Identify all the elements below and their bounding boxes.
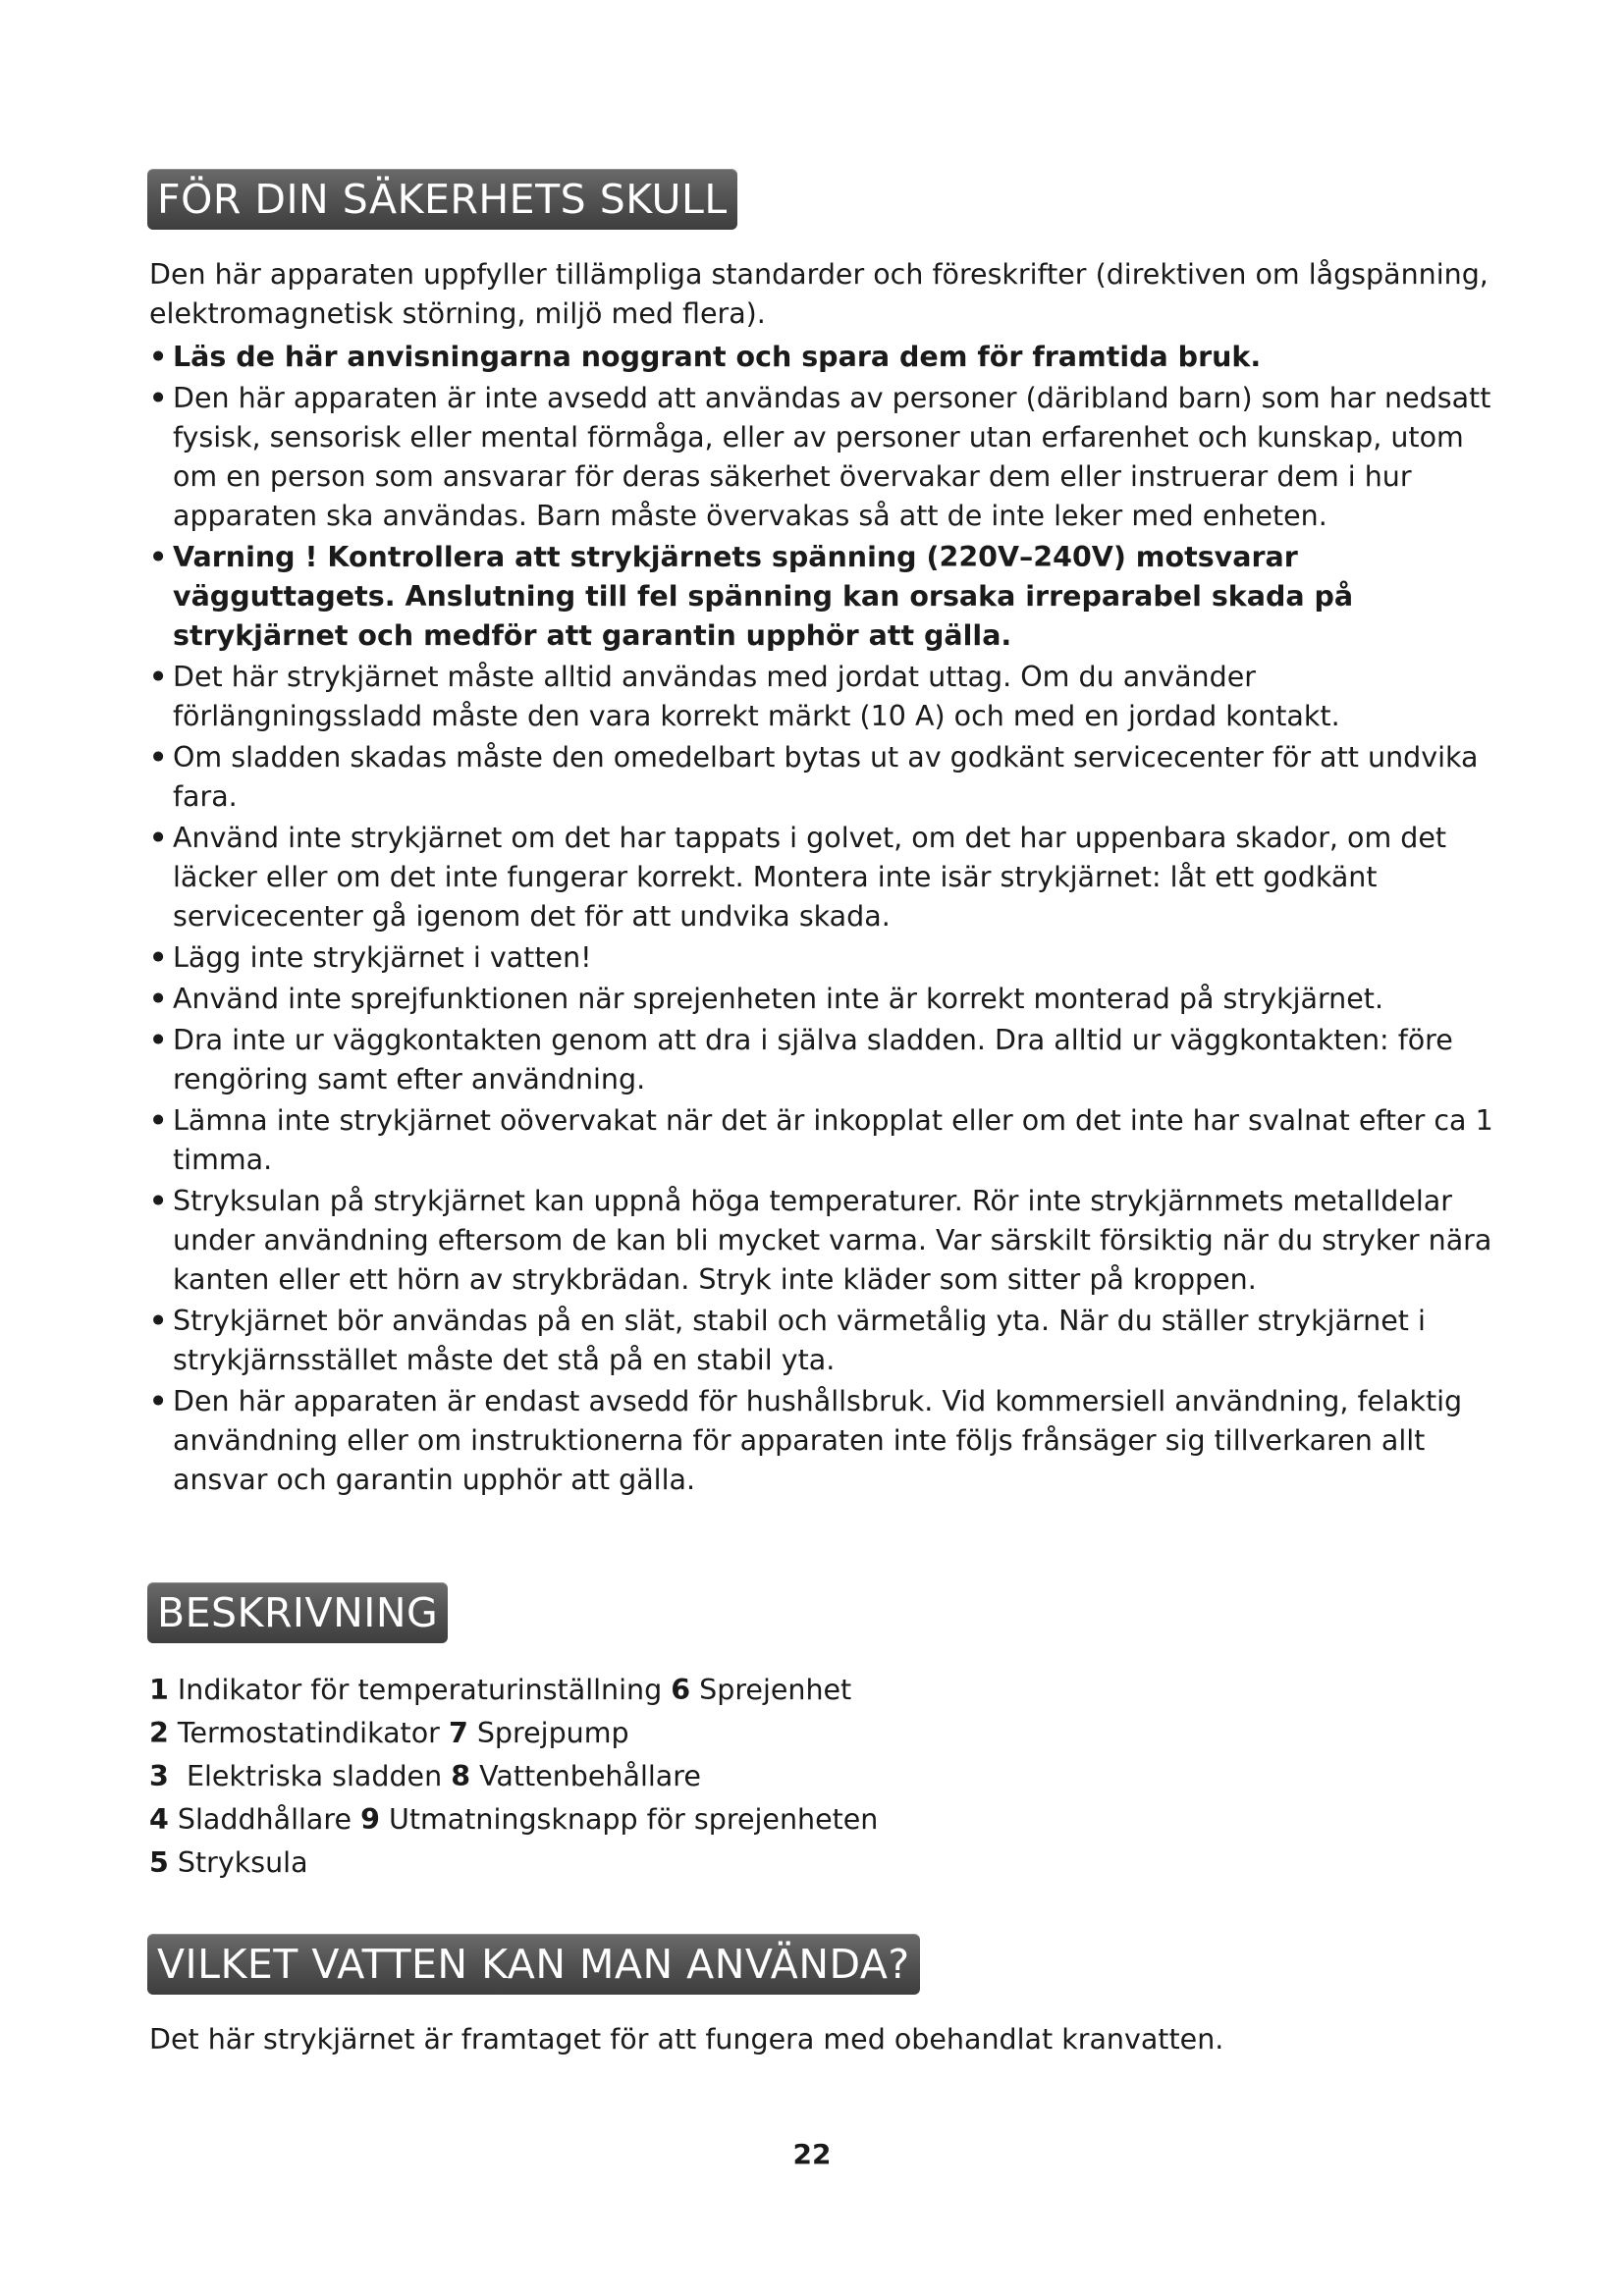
safety-list xyxy=(149,338,1504,1502)
parts-list xyxy=(149,1669,1229,1885)
part-name: Elektriska sladden xyxy=(186,1760,443,1792)
safety-item: • Läs de här anvisningarna noggrant och spara dem för framtida bruk. xyxy=(149,338,1504,377)
part-name: Sprejpump xyxy=(476,1717,629,1749)
part-number: 9 xyxy=(360,1803,380,1836)
part-number: 5 xyxy=(149,1846,169,1879)
safety-item: • Använd inte strykjärnet om det har tappats i golvet, om det har uppenbara skador, om det läcker eller om det inte fungerar korrekt. Montera inte isär strykjärnet: låt ett godkänt servicecenter gå igenom det för att undvika skada. xyxy=(149,819,1504,936)
part-number: 3 xyxy=(149,1760,169,1792)
safety-item: • Den här apparaten är endast avsedd för hushållsbruk. Vid kommersiell användning, felaktig användning eller om instruktionerna för apparaten inte följs frånsäger sig tillverkaren allt ansvar och garantin upphör att gälla. xyxy=(149,1382,1504,1500)
parts-line xyxy=(149,1842,1229,1885)
part-number: 6 xyxy=(671,1674,691,1706)
part-name: Vattenbehållare xyxy=(479,1760,701,1792)
safety-item: • Om sladden skadas måste den omedelbart bytas ut av godkänt servicecenter för att undvika fara. xyxy=(149,738,1504,817)
parts-line xyxy=(149,1755,1229,1798)
safety-item: • Den här apparaten är inte avsedd att användas av personer (däribland barn) som har nedsatt fysisk, sensorisk eller mental förmåga, eller av personer utan erfarenhet och kunskap, utom om en person som ansvarar för deras säkerhet övervakar dem eller instruerar dem i hur apparaten ska användas. Barn måste övervakas så att de inte leker med enheten. xyxy=(149,379,1504,536)
part-name: Utmatningsknapp för sprejenheten xyxy=(388,1803,879,1836)
parts-line xyxy=(149,1798,1229,1842)
safety-item: • Stryksulan på strykjärnet kan uppnå höga temperaturer. Rör inte strykjärnmets metalldelar under användning eftersom de kan bli mycket varma. Var särskilt försiktig när du stryker nära kanten eller ett hörn av strykbrädan. Stryk inte kläder som sitter på kroppen. xyxy=(149,1182,1504,1300)
part-name: Indikator för temperaturinställning xyxy=(177,1674,663,1706)
safety-item: • Lägg inte strykjärnet i vatten! xyxy=(149,938,1504,978)
section-heading-safety: FÖR DIN SÄKERHETS SKULL xyxy=(147,169,737,230)
water-text: Det här strykjärnet är framtaget för att fungera med obehandlat kranvatten. xyxy=(149,2023,1224,2056)
part-number: 8 xyxy=(451,1760,471,1792)
part-number: 7 xyxy=(448,1717,468,1749)
part-number: 4 xyxy=(149,1803,169,1836)
section-heading-description: BESKRIVNING xyxy=(147,1582,448,1643)
safety-intro xyxy=(149,255,1504,334)
parts-line xyxy=(149,1669,1229,1712)
part-number: 1 xyxy=(149,1674,169,1706)
part-name: Stryksula xyxy=(177,1846,308,1879)
safety-intro-text: Den här apparaten uppfyller tillämpliga standarder och föreskrifter (direktiven om lågspänning, elektromagnetisk störning, miljö med flera). xyxy=(149,258,1489,330)
section-heading-water: VILKET VATTEN KAN MAN ANVÄNDA? xyxy=(147,1934,920,1995)
safety-item: • Det här strykjärnet måste alltid användas med jordat uttag. Om du använder förlängningssladd måste den vara korrekt märkt (10 A) och med en jordad kontakt. xyxy=(149,658,1504,736)
part-name: Sladdhållare xyxy=(177,1803,352,1836)
safety-item: • Använd inte sprejfunktionen när sprejenheten inte är korrekt monterad på strykjärnet. xyxy=(149,980,1504,1019)
page-number: 22 xyxy=(792,2138,832,2170)
part-number: 2 xyxy=(149,1717,169,1749)
safety-item: • Varning ! Kontrollera att strykjärnets spänning (220V–240V) motsvarar vägguttagets. Anslutning till fel spänning kan orsaka irreparabel skada på strykjärnet och medför att garantin upphör att gälla. xyxy=(149,538,1504,656)
safety-item: • Strykjärnet bör användas på en slät, stabil och värmetålig yta. När du ställer strykjärnet i strykjärnsstället måste det stå på en stabil yta. xyxy=(149,1302,1504,1380)
safety-item: • Dra inte ur väggkontakten genom att dra i själva sladden. Dra alltid ur väggkontakten: före rengöring samt efter användning. xyxy=(149,1021,1504,1099)
part-name: Termostatindikator xyxy=(177,1717,440,1749)
parts-line xyxy=(149,1712,1229,1755)
part-name: Sprejenhet xyxy=(699,1674,852,1706)
safety-item: • Lämna inte strykjärnet oövervakat när det är inkopplat eller om det inte har svalnat efter ca 1 timma. xyxy=(149,1101,1504,1180)
